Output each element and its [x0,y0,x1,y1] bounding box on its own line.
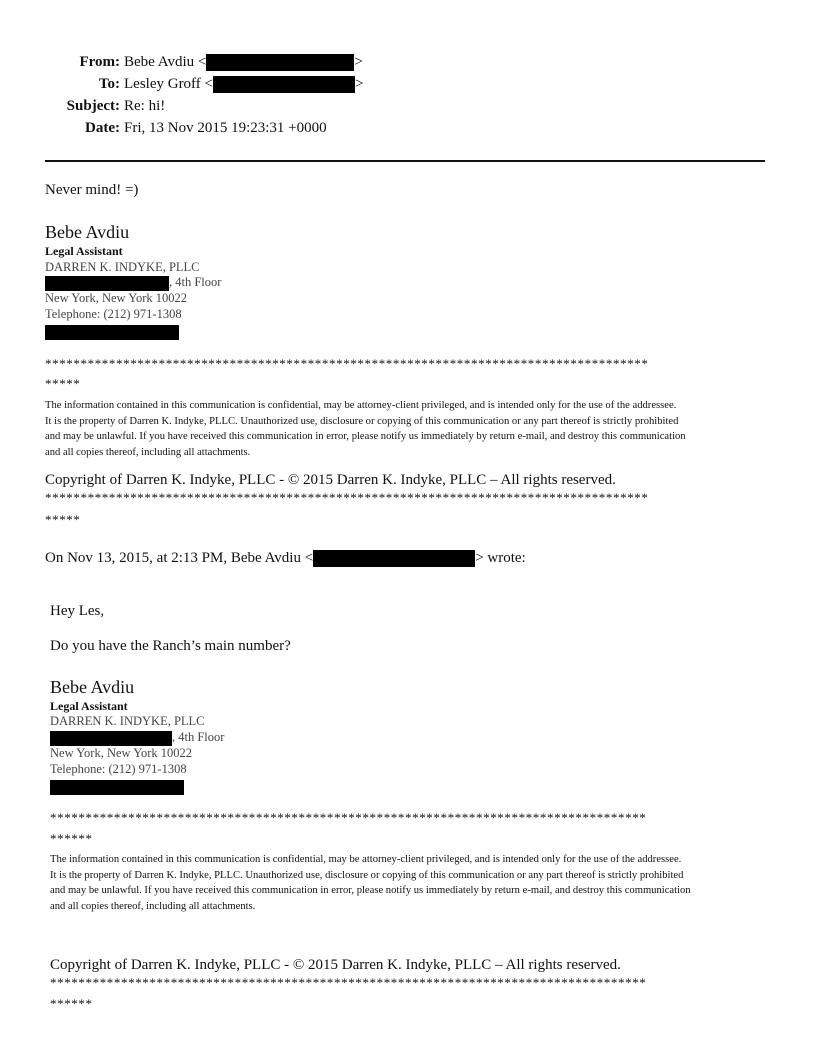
redaction-block [45,276,169,291]
redaction-block [45,325,179,340]
to-end: > [355,76,364,92]
to-value: Lesley Groff < [124,76,213,92]
signature-firm: DARREN K. INDYKE, PLLC [50,714,205,728]
disclaimer-line: and all copies thereof, including all attachments. [45,446,251,458]
separator-stars: ***** [45,512,81,527]
quote-intro-text: On Nov 13, 2015, at 2:13 PM, Bebe Avdiu < [45,550,314,566]
signature-city: New York, New York 10022 [50,746,193,760]
signature-city: New York, New York 10022 [45,291,188,305]
header-from [0,54,363,71]
signature-title: Legal Assistant [50,699,128,713]
disclaimer-line: and may be unlawful. If you have received this communication in error, please notify us immediately by return e-mail, and destroy this communication [45,431,686,442]
from-label: From: [79,54,120,70]
redaction-block [50,780,184,795]
separator-stars: ************************************************************************************* [45,356,649,371]
signature-floor: , 4th Floor [169,275,222,289]
header-divider [45,160,765,162]
disclaimer-line: and all copies thereof, including all attachments. [50,900,256,912]
signature-floor: , 4th Floor [172,730,225,744]
subject-label: Subject: [66,98,120,114]
header-subject [0,98,165,115]
from-end: > [354,54,363,70]
header-date [0,120,327,137]
date-value: Fri, 13 Nov 2015 19:23:31 +0000 [124,120,327,136]
reply-text: Never mind! =) [45,182,139,198]
signature-address [50,730,224,746]
quote-intro-end: > wrote: [475,550,526,566]
signature-address [45,275,221,291]
disclaimer-line: The information contained in this communication is confidential, may be attorney-client privileged, and is intended only for the use of the addressee. [50,854,682,865]
separator-stars: ************************************************************************************ [50,975,647,990]
header-to [0,76,363,93]
signature-title: Legal Assistant [45,244,123,258]
separator-stars: ************************************************************************************ [50,810,647,825]
disclaimer-line: It is the property of Darren K. Indyke, PLLC. Unauthorized use, disclosure or copying of this communication or any part thereof is strictly prohibited [45,415,679,427]
redaction-block [213,76,355,93]
disclaimer-line: and may be unlawful. If you have received this communication in error, please notify us immediately by return e-mail, and destroy this communication [50,885,691,896]
signature-phone: Telephone: (212) 971-1308 [50,762,187,776]
disclaimer-line: The information contained in this communication is confidential, may be attorney-client privileged, and is intended only for the use of the addressee. [45,400,677,411]
date-label: Date: [85,120,120,136]
disclaimer [45,398,769,460]
disclaimer [50,852,718,914]
signature-name: Bebe Avdiu [50,677,135,697]
quoted-question: Do you have the Ranch’s main number? [50,638,291,654]
subject-value: Re: hi! [124,98,166,114]
separator-stars: ****** [50,996,93,1011]
signature-firm: DARREN K. INDYKE, PLLC [45,260,200,274]
signature-email [45,323,179,341]
signature-name: Bebe Avdiu [45,222,130,242]
quoted-greeting: Hey Les, [50,603,105,619]
redaction-block [50,731,172,746]
quote-intro [45,550,526,567]
separator-stars: ****** [50,831,93,846]
from-value: Bebe Avdiu < [124,54,207,70]
copyright: Copyright of Darren K. Indyke, PLLC - © 2015 Darren K. Indyke, PLLC – All rights reserved. [50,957,621,973]
copyright: Copyright of Darren K. Indyke, PLLC - © 2015 Darren K. Indyke, PLLC – All rights reserved. [45,472,616,488]
separator-stars: ***** [45,376,81,391]
redaction-block [313,550,475,567]
separator-stars: ************************************************************************************* [45,490,649,505]
redaction-block [206,54,354,71]
signature-phone: Telephone: (212) 971-1308 [45,307,182,321]
signature-email [50,778,184,796]
disclaimer-line: It is the property of Darren K. Indyke, PLLC. Unauthorized use, disclosure or copying of this communication or any part thereof is strictly prohibited [50,869,684,881]
to-label: To: [98,76,120,92]
